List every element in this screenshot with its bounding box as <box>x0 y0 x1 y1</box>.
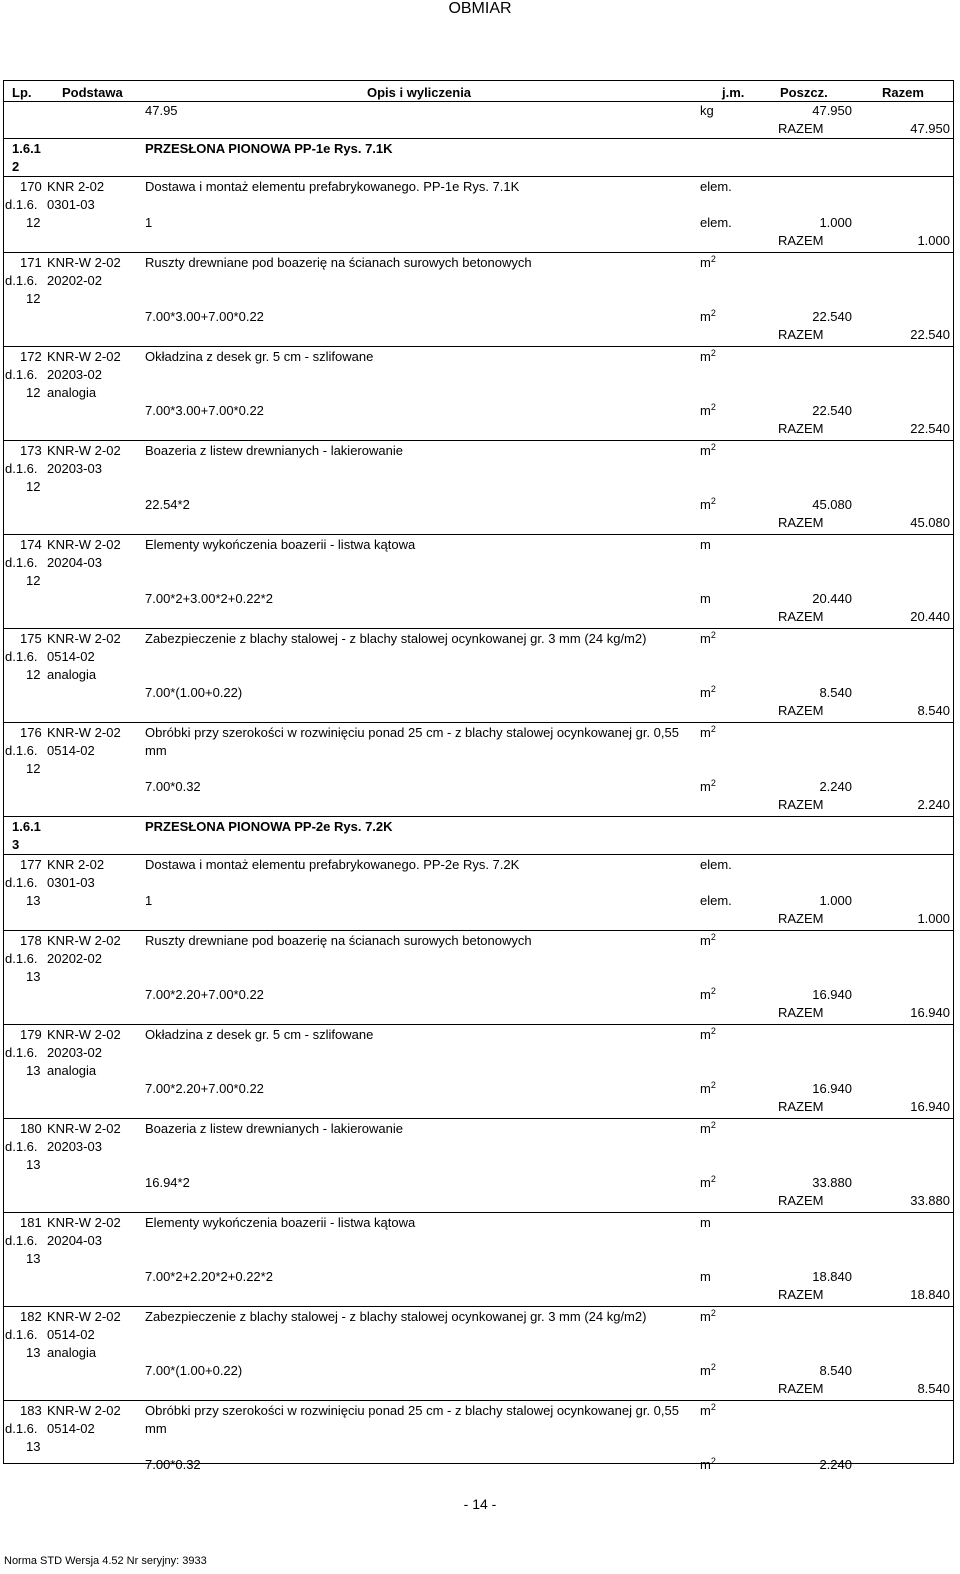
item-description: Elementy wykończenia boazerii - listwa kątowa <box>145 537 416 552</box>
item-lp-d: d.1.6. <box>5 1233 38 1248</box>
item-number: 173 <box>20 443 42 458</box>
item-expression: 7.00*3.00+7.00*0.22 <box>145 309 264 324</box>
item-razem-value: 22.540 <box>910 327 950 342</box>
item-expression: 7.00*3.00+7.00*0.22 <box>145 403 264 418</box>
item-code: KNR-W 2-02 <box>47 1121 121 1136</box>
item-razem-value: 1.000 <box>917 233 950 248</box>
item-unit: $m^2$ <box>700 1308 716 1324</box>
item-code-sub: 0301-03 <box>47 197 95 212</box>
item-razem-label: RAZEM <box>778 1381 824 1396</box>
item-expression: 7.00*2.20+7.00*0.22 <box>145 1081 264 1096</box>
section-lp-sub: 3 <box>12 837 20 852</box>
item-code-note: analogia <box>47 1063 97 1078</box>
item-razem-value: 8.540 <box>917 703 950 718</box>
col-header-opis: Opis i wyliczenia <box>367 85 472 100</box>
item-rule <box>3 534 954 535</box>
item-razem-label: RAZEM <box>778 1193 824 1208</box>
item-description: Dostawa i montaż elementu prefabrykowanego. PP-2e Rys. 7.2K <box>145 857 520 872</box>
item-code: KNR-W 2-02 <box>47 1027 121 1042</box>
item-value: 2.240 <box>819 779 852 794</box>
section-rule <box>3 816 954 817</box>
item-description: Dostawa i montaż elementu prefabrykowanego. PP-1e Rys. 7.1K <box>145 179 520 194</box>
item-unit: elem. <box>700 179 732 194</box>
item-code: KNR-W 2-02 <box>47 1403 121 1418</box>
carry-razem-label: RAZEM <box>778 121 824 136</box>
item-number: 181 <box>20 1215 42 1230</box>
item-number: 179 <box>20 1027 42 1042</box>
item-razem-value: 16.940 <box>910 1099 950 1114</box>
item-lp-d: d.1.6. <box>5 461 38 476</box>
item-code-sub: 20202-02 <box>47 951 102 966</box>
item-number: 180 <box>20 1121 42 1136</box>
item-value: 20.440 <box>812 591 852 606</box>
item-expression-unit: $m^2$ <box>700 684 716 700</box>
item-code-sub: 0514-02 <box>47 743 95 758</box>
item-code: KNR-W 2-02 <box>47 933 121 948</box>
col-header-razem: Razem <box>882 85 924 100</box>
item-number: 178 <box>20 933 42 948</box>
item-lp-d: d.1.6. <box>5 1327 38 1342</box>
item-description: Obróbki przy szerokości w rozwinięciu ponad 25 cm - z blachy stalowej ocynkowanej gr. 0,55 <box>145 1403 679 1418</box>
item-code: KNR-W 2-02 <box>47 255 121 270</box>
item-razem-label: RAZEM <box>778 421 824 436</box>
item-razem-value: 20.440 <box>910 609 950 624</box>
item-expression-unit: $m^2$ <box>700 1456 716 1472</box>
item-expression-unit: $m^2$ <box>700 402 716 418</box>
item-value: 22.540 <box>812 309 852 324</box>
page-number: - 14 - <box>463 1496 497 1512</box>
item-description-cont: mm <box>145 1421 167 1436</box>
item-expression-unit: m <box>700 1269 711 1284</box>
item-unit: $m^2$ <box>700 724 716 740</box>
item-lp-d: d.1.6. <box>5 1421 38 1436</box>
item-lp-d: d.1.6. <box>5 1045 38 1060</box>
item-code-note: analogia <box>47 667 97 682</box>
item-unit: m <box>700 537 711 552</box>
item-rule <box>3 930 954 931</box>
item-lp-d: d.1.6. <box>5 875 38 890</box>
carry-unit: kg <box>700 103 714 118</box>
item-description: Boazeria z listew drewnianych - lakierowanie <box>145 443 403 458</box>
item-unit: $m^2$ <box>700 1026 716 1042</box>
item-value: 45.080 <box>812 497 852 512</box>
page-title: OBMIAR <box>448 0 512 17</box>
item-number: 182 <box>20 1309 42 1324</box>
item-razem-value: 33.880 <box>910 1193 950 1208</box>
item-code-sub: 0514-02 <box>47 649 95 664</box>
item-rule <box>3 1024 954 1025</box>
item-expression: 1 <box>145 893 153 908</box>
item-lp-d: d.1.6. <box>5 1139 38 1154</box>
item-description: Boazeria z listew drewnianych - lakierowanie <box>145 1121 403 1136</box>
item-lp-d: d.1.6. <box>5 649 38 664</box>
item-lp-sub: 13 <box>26 893 41 908</box>
carry-razem-value: 47.950 <box>910 121 950 136</box>
col-header-podstawa: Podstawa <box>62 85 123 100</box>
item-rule <box>3 722 954 723</box>
item-expression: 7.00*0.32 <box>145 1457 201 1472</box>
item-description: Zabezpieczenie z blachy stalowej - z blachy stalowej ocynkowanej gr. 3 mm (24 kg/m2) <box>145 1309 647 1324</box>
item-lp-d: d.1.6. <box>5 367 38 382</box>
section-title: PRZESŁONA PIONOWA PP-2e Rys. 7.2K <box>145 819 393 834</box>
item-unit: $m^2$ <box>700 348 716 364</box>
item-rule <box>3 176 954 177</box>
section-rule <box>3 138 954 139</box>
item-rule <box>3 1118 954 1119</box>
item-razem-value: 16.940 <box>910 1005 950 1020</box>
item-description: Ruszty drewniane pod boazerię na ścianach surowych betonowych <box>145 255 532 270</box>
item-value: 1.000 <box>819 215 852 230</box>
item-code-sub: 20203-02 <box>47 1045 102 1060</box>
item-code-sub: 20203-03 <box>47 461 102 476</box>
item-expression: 1 <box>145 215 153 230</box>
item-expression: 7.00*(1.00+0.22) <box>145 1363 243 1378</box>
item-expression: 7.00*2+2.20*2+0.22*2 <box>145 1269 273 1284</box>
col-header-poszcz: Poszcz. <box>780 85 828 100</box>
item-value: 2.240 <box>819 1457 852 1472</box>
item-lp-d: d.1.6. <box>5 197 38 212</box>
item-unit: $m^2$ <box>700 630 716 646</box>
item-lp-d: d.1.6. <box>5 273 38 288</box>
item-razem-label: RAZEM <box>778 233 824 248</box>
item-lp-sub: 12 <box>26 385 41 400</box>
section-lp-sub: 2 <box>12 159 20 174</box>
item-expression-unit: $m^2$ <box>700 986 716 1002</box>
item-lp-sub: 13 <box>26 1345 41 1360</box>
item-razem-label: RAZEM <box>778 1005 824 1020</box>
item-description: Okładzina z desek gr. 5 cm - szlifowane <box>145 1027 374 1042</box>
item-code: KNR-W 2-02 <box>47 725 121 740</box>
item-code-sub: 0514-02 <box>47 1421 95 1436</box>
item-razem-label: RAZEM <box>778 1099 824 1114</box>
item-code-sub: 20202-02 <box>47 273 102 288</box>
item-unit: elem. <box>700 857 732 872</box>
item-lp-d: d.1.6. <box>5 555 38 570</box>
item-lp-sub: 12 <box>26 479 41 494</box>
item-razem-value: 1.000 <box>917 911 950 926</box>
item-expression-unit: $m^2$ <box>700 308 716 324</box>
section-lp: 1.6.1 <box>12 819 41 834</box>
item-code: KNR-W 2-02 <box>47 537 121 552</box>
item-code: KNR-W 2-02 <box>47 1309 121 1324</box>
item-lp-d: d.1.6. <box>5 743 38 758</box>
item-expression: 7.00*2+3.00*2+0.22*2 <box>145 591 273 606</box>
item-code-sub: 0514-02 <box>47 1327 95 1342</box>
item-rule <box>3 854 954 855</box>
item-description: Obróbki przy szerokości w rozwinięciu ponad 25 cm - z blachy stalowej ocynkowanej gr. 0,55 <box>145 725 679 740</box>
item-rule <box>3 346 954 347</box>
item-code-sub: 0301-03 <box>47 875 95 890</box>
item-description: Elementy wykończenia boazerii - listwa kątowa <box>145 1215 416 1230</box>
item-code: KNR 2-02 <box>47 857 105 872</box>
item-lp-sub: 13 <box>26 1157 41 1172</box>
item-razem-label: RAZEM <box>778 327 824 342</box>
item-expression-unit: $m^2$ <box>700 496 716 512</box>
item-unit: $m^2$ <box>700 932 716 948</box>
item-code-sub: 20203-03 <box>47 1139 102 1154</box>
col-header-lp: Lp. <box>12 85 32 100</box>
software-info: Norma STD Wersja 4.52 Nr seryjny: 3933 <box>4 1555 207 1567</box>
item-value: 22.540 <box>812 403 852 418</box>
item-razem-label: RAZEM <box>778 911 824 926</box>
item-lp-sub: 13 <box>26 1251 41 1266</box>
item-unit: m <box>700 1215 711 1230</box>
item-rule <box>3 1306 954 1307</box>
item-razem-label: RAZEM <box>778 609 824 624</box>
header-top-rule <box>3 80 954 81</box>
item-value: 16.940 <box>812 1081 852 1096</box>
item-description: Ruszty drewniane pod boazerię na ścianach surowych betonowych <box>145 933 532 948</box>
item-rule <box>3 440 954 441</box>
item-value: 1.000 <box>819 893 852 908</box>
section-title: PRZESŁONA PIONOWA PP-1e Rys. 7.1K <box>145 141 393 156</box>
item-lp-sub: 13 <box>26 969 41 984</box>
item-razem-label: RAZEM <box>778 1287 824 1302</box>
item-unit: $m^2$ <box>700 254 716 270</box>
item-code: KNR-W 2-02 <box>47 631 121 646</box>
item-value: 8.540 <box>819 1363 852 1378</box>
item-razem-value: 18.840 <box>910 1287 950 1302</box>
col-header-jm: j.m. <box>722 85 745 100</box>
item-expression-unit: $m^2$ <box>700 1174 716 1190</box>
item-code-note: analogia <box>47 1345 97 1360</box>
item-description: Okładzina z desek gr. 5 cm - szlifowane <box>145 349 374 364</box>
item-number: 175 <box>20 631 42 646</box>
item-razem-value: 8.540 <box>917 1381 950 1396</box>
item-expression: 16.94*2 <box>145 1175 190 1190</box>
item-code-sub: 20204-03 <box>47 555 102 570</box>
item-expression-unit: $m^2$ <box>700 778 716 794</box>
item-rule <box>3 1400 954 1401</box>
table-left-border <box>3 80 4 1464</box>
item-code-note: analogia <box>47 385 97 400</box>
item-expression: 22.54*2 <box>145 497 190 512</box>
item-lp-sub: 12 <box>26 667 41 682</box>
item-code: KNR 2-02 <box>47 179 105 194</box>
item-rule <box>3 1212 954 1213</box>
item-description: Zabezpieczenie z blachy stalowej - z blachy stalowej ocynkowanej gr. 3 mm (24 kg/m2) <box>145 631 647 646</box>
item-unit: $m^2$ <box>700 1402 716 1418</box>
carry-expression: 47.95 <box>145 103 178 118</box>
item-value: 16.940 <box>812 987 852 1002</box>
item-value: 33.880 <box>812 1175 852 1190</box>
item-unit: $m^2$ <box>700 1120 716 1136</box>
item-value: 8.540 <box>819 685 852 700</box>
item-lp-sub: 13 <box>26 1063 41 1078</box>
item-rule <box>3 628 954 629</box>
section-lp: 1.6.1 <box>12 141 41 156</box>
item-lp-sub: 12 <box>26 761 41 776</box>
item-code-sub: 20203-02 <box>47 367 102 382</box>
item-lp-sub: 12 <box>26 573 41 588</box>
item-expression-unit: $m^2$ <box>700 1362 716 1378</box>
item-number: 170 <box>20 179 42 194</box>
item-code: KNR-W 2-02 <box>47 1215 121 1230</box>
item-razem-label: RAZEM <box>778 515 824 530</box>
item-number: 176 <box>20 725 42 740</box>
item-lp-d: d.1.6. <box>5 951 38 966</box>
item-expression: 7.00*(1.00+0.22) <box>145 685 243 700</box>
item-code: KNR-W 2-02 <box>47 349 121 364</box>
carry-value: 47.950 <box>812 103 852 118</box>
item-rule <box>3 252 954 253</box>
item-code: KNR-W 2-02 <box>47 443 121 458</box>
item-lp-sub: 12 <box>26 291 41 306</box>
item-expression: 7.00*2.20+7.00*0.22 <box>145 987 264 1002</box>
table-right-border <box>953 80 954 1464</box>
item-code-sub: 20204-03 <box>47 1233 102 1248</box>
item-number: 174 <box>20 537 42 552</box>
item-number: 183 <box>20 1403 42 1418</box>
item-expression-unit: elem. <box>700 893 732 908</box>
item-number: 177 <box>20 857 42 872</box>
item-expression-unit: m <box>700 591 711 606</box>
item-description-cont: mm <box>145 743 167 758</box>
item-razem-label: RAZEM <box>778 703 824 718</box>
item-value: 18.840 <box>812 1269 852 1284</box>
item-razem-label: RAZEM <box>778 797 824 812</box>
item-number: 171 <box>20 255 42 270</box>
item-lp-sub: 12 <box>26 215 41 230</box>
item-expression-unit: elem. <box>700 215 732 230</box>
item-razem-value: 2.240 <box>917 797 950 812</box>
item-unit: $m^2$ <box>700 442 716 458</box>
item-expression: 7.00*0.32 <box>145 779 201 794</box>
item-lp-sub: 13 <box>26 1439 41 1454</box>
item-expression-unit: $m^2$ <box>700 1080 716 1096</box>
item-razem-value: 45.080 <box>910 515 950 530</box>
item-razem-value: 22.540 <box>910 421 950 436</box>
item-number: 172 <box>20 349 42 364</box>
